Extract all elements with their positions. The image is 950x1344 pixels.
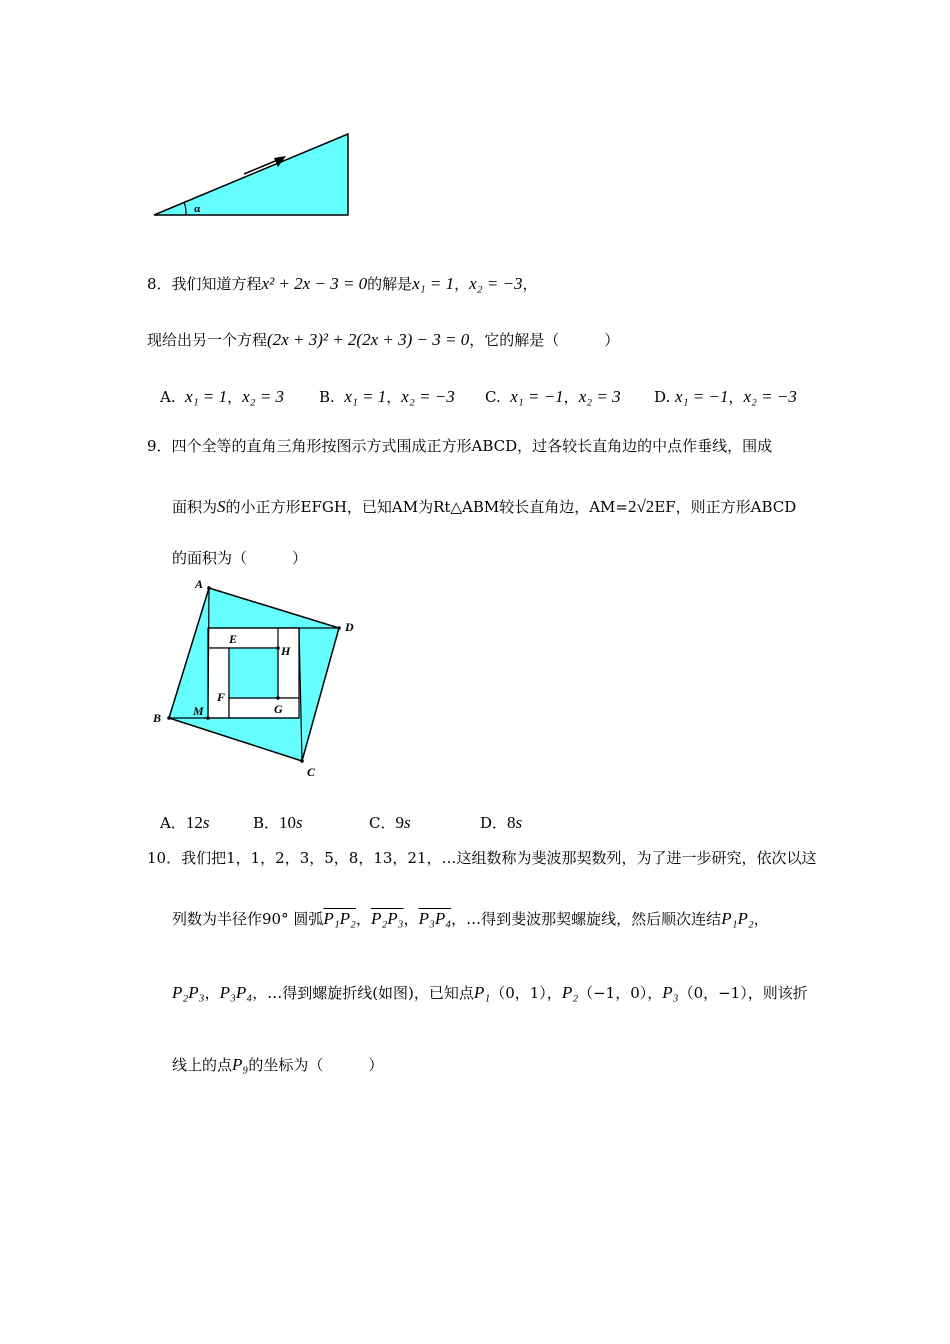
q8-line2: 现给出另一个方程(2x + 3)² + 2(2x + 3) − 3 = 0，它的解是（ ） bbox=[147, 330, 620, 349]
point-a bbox=[207, 586, 211, 590]
angle-label: α bbox=[194, 203, 201, 215]
incline-triangle bbox=[154, 134, 348, 215]
q10-line3: P₂P₃，P₃P₄，…得到螺旋折线(如图)，已知点P₁（0，1），P₂（−1，0），P₃（0，−1），则该折 bbox=[172, 983, 808, 1002]
arc-p1p2: P₁P₂ bbox=[323, 909, 356, 928]
label-g: G bbox=[274, 702, 283, 716]
q9-option-b[interactable]: B．10s bbox=[253, 813, 303, 832]
point-m bbox=[206, 716, 210, 720]
rect-right bbox=[278, 628, 299, 698]
rect-bottom bbox=[229, 698, 299, 718]
q9-line2: 面积为S的小正方形EFGH，已知AM为Rt△ABM较长直角边，AM=2√2EF，则正方形ABCD bbox=[172, 497, 797, 516]
label-m: M bbox=[193, 704, 204, 718]
point-d bbox=[337, 626, 341, 630]
q10-line1: 10．我们把1，1，2，3，5，8，13，21，…这组数称为斐波那契数列，为了进一步研究，依次以这 bbox=[147, 849, 817, 867]
point-c bbox=[300, 759, 304, 763]
incline-figure bbox=[140, 125, 360, 225]
q9-line3: 的面积为（ ） bbox=[172, 549, 308, 567]
q10-line4: 线上的点P₉的坐标为（ ） bbox=[172, 1055, 384, 1074]
label-a: A bbox=[195, 577, 204, 591]
q9-figure bbox=[145, 572, 370, 787]
point-b bbox=[167, 716, 171, 720]
arc-p3p4: P₃P₄ bbox=[418, 909, 452, 928]
q8-equation2: (2x + 3)² + 2(2x + 3) − 3 = 0 bbox=[267, 330, 470, 349]
q8-option-c[interactable]: C. x₁ = −1，x₂ = 3 bbox=[485, 387, 621, 406]
square-efgh bbox=[229, 648, 278, 698]
q9-line1: 9．四个全等的直角三角形按图示方式围成正方形ABCD，过各较长直角边的中点作垂线，围成 bbox=[147, 437, 773, 455]
q8-option-b[interactable]: B. x₁ = 1，x₂ = −3 bbox=[319, 387, 455, 406]
q9-option-a[interactable]: A．12s bbox=[160, 813, 210, 832]
q8-line1: 8．我们知道方程x² + 2x − 3 = 0的解是x₁ = 1，x₂ = −3， bbox=[147, 274, 538, 293]
q9-option-d[interactable]: D．8s bbox=[480, 813, 523, 832]
point-g bbox=[276, 696, 280, 700]
arc-p2p3: P₂P₃ bbox=[370, 909, 404, 928]
label-b: B bbox=[153, 711, 162, 725]
label-e: E bbox=[229, 632, 238, 646]
point-h bbox=[276, 646, 280, 650]
label-h: H bbox=[281, 644, 291, 658]
q9-option-c[interactable]: C．9s bbox=[369, 813, 411, 832]
label-c: C bbox=[307, 765, 316, 779]
rect-left bbox=[208, 648, 229, 718]
q8-option-d[interactable]: D. x₁ = −1，x₂ = −3 bbox=[654, 387, 797, 406]
q8-solution2: x₂ = −3 bbox=[469, 274, 523, 293]
label-f: F bbox=[217, 690, 226, 704]
q8-option-a[interactable]: A. x₁ = 1，x₂ = 3 bbox=[160, 387, 285, 406]
label-d: D bbox=[345, 620, 354, 634]
q8-equation1: x² + 2x − 3 = 0 bbox=[261, 274, 368, 293]
q8-solution1: x₁ = 1 bbox=[412, 274, 455, 293]
q10-line2: 列数为半径作90° 圆弧P₁P₂，P₂P₃，P₃P₄，…得到斐波那契螺旋线，然后顺次连结P₁P₂， bbox=[172, 909, 769, 928]
